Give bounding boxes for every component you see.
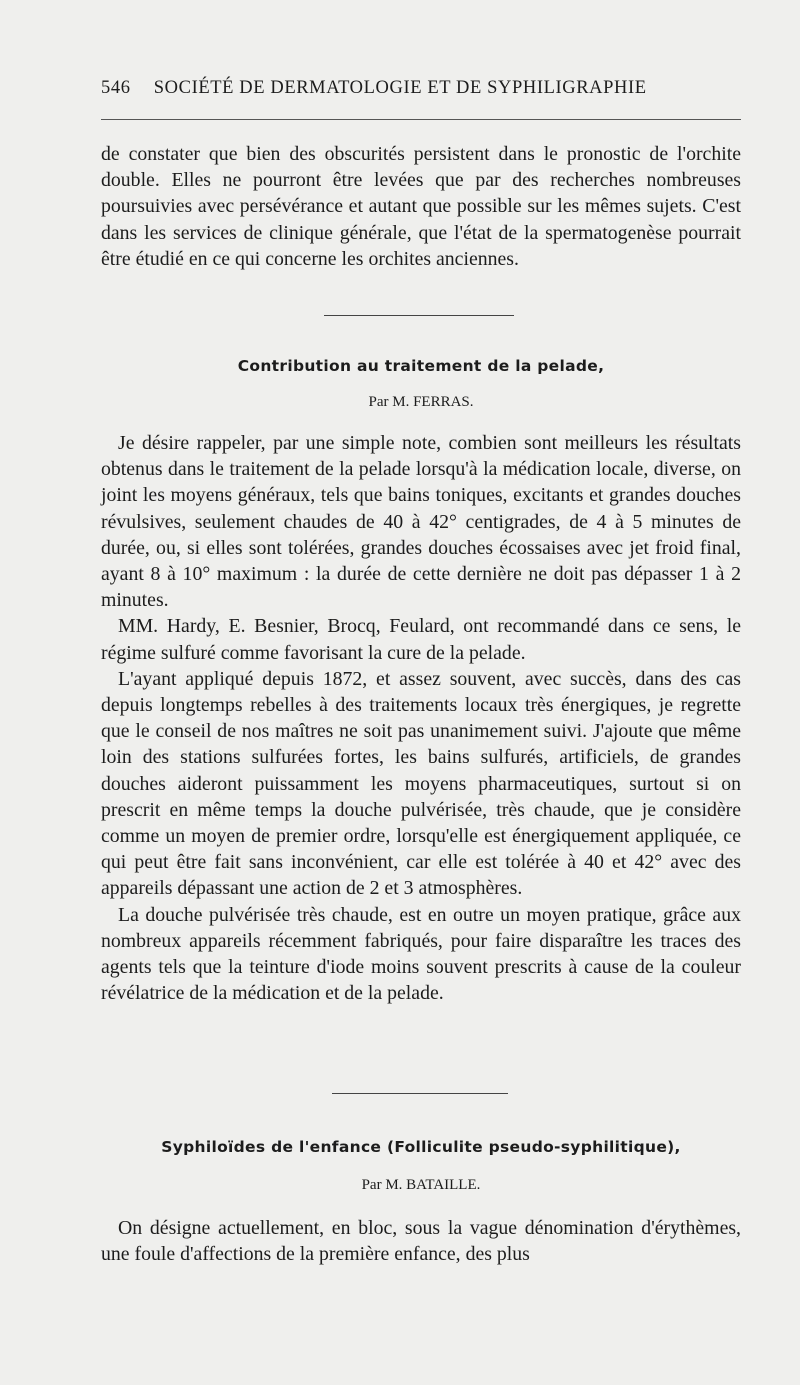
article-title: Contribution au traitement de la pelade, [237, 357, 605, 375]
paragraph: Je désire rappeler, par une simple note, combien sont meilleurs les résultats obtenus dans le traitement de la pelade lorsqu'à la médication locale, diverse, on joint les moyens généraux, tels que bains toniques, excitants et grandes douches révulsives, seulement chaudes de 40 à 42° centigrades, de 4 à 5 minutes de durée, ou, si elles sont tolérées, grandes douches écossaises avec jet froid final, ayant 8 à 10° maximum : la durée de cette dernière ne doit pas dépasser 1 à 2 minutes. [101, 432, 741, 612]
section-separator [332, 1093, 508, 1094]
article-byline: Par M. BATAILLE. [361, 1177, 481, 1193]
paragraph: MM. Hardy, E. Besnier, Brocq, Feulard, ont recommandé dans ce sens, le régime sulfuré comme favorisant la cure de la pelade. [101, 615, 741, 664]
running-title: SOCIÉTÉ DE DERMATOLOGIE ET DE SYPHILIGRAPHIE [153, 78, 647, 98]
intro-text [101, 141, 741, 272]
section-separator [324, 315, 514, 316]
paragraph: On désigne actuellement, en bloc, sous la vague dénomination d'érythèmes, une foule d'affections de la première enfance, des plus [101, 1217, 741, 1266]
article-byline: Par M. FERRAS. [368, 394, 474, 410]
article-body [101, 430, 741, 1006]
page-number: 546 [101, 78, 131, 98]
article-title: Syphiloïdes de l'enfance (Folliculite pseudo-syphilitique), [161, 1138, 681, 1156]
paragraph: La douche pulvérisée très chaude, est en outre un moyen pratique, grâce aux nombreux appareils récemment fabriqués, pour faire disparaître les traces des agents tels que la teinture d'iode moins souvent prescrits à cause de la couleur révélatrice de la médication et de la pelade. [101, 903, 741, 1005]
header-rule [101, 119, 741, 120]
intro-paragraph: de constater que bien des obscurités persistent dans le pronostic de l'orchite double. Elles ne pourront être levées que par des recherches nombreuses poursuivies avec persévérance et autant que possible sur les mêmes sujets. C'est dans les services de clinique générale, que l'état de la spermatogenèse pourrait être étudié en ce qui concerne les orchites anciennes. [101, 143, 741, 270]
article-body [101, 1215, 741, 1267]
paragraph: L'ayant appliqué depuis 1872, et assez souvent, avec succès, dans des cas depuis longtemps rebelles à des traitements locaux très énergiques, je regrette que le conseil de nos maîtres ne soit pas unanimement suivi. J'ajoute que même loin des stations sulfurées fortes, les bains sulfurés, artificiels, de grandes douches aideront puissamment les moyens pharmaceutiques, surtout si on prescrit en même temps la douche pulvérisée, très chaude, que je considère comme un moyen de premier ordre, lorsqu'elle est énergiquement appliquée, ce qui peut être fait sans inconvénient, car elle est tolérée à 40 et 42° avec des appareils dépassant une action de 2 et 3 atmosphères. [101, 667, 741, 900]
running-header [101, 78, 741, 99]
